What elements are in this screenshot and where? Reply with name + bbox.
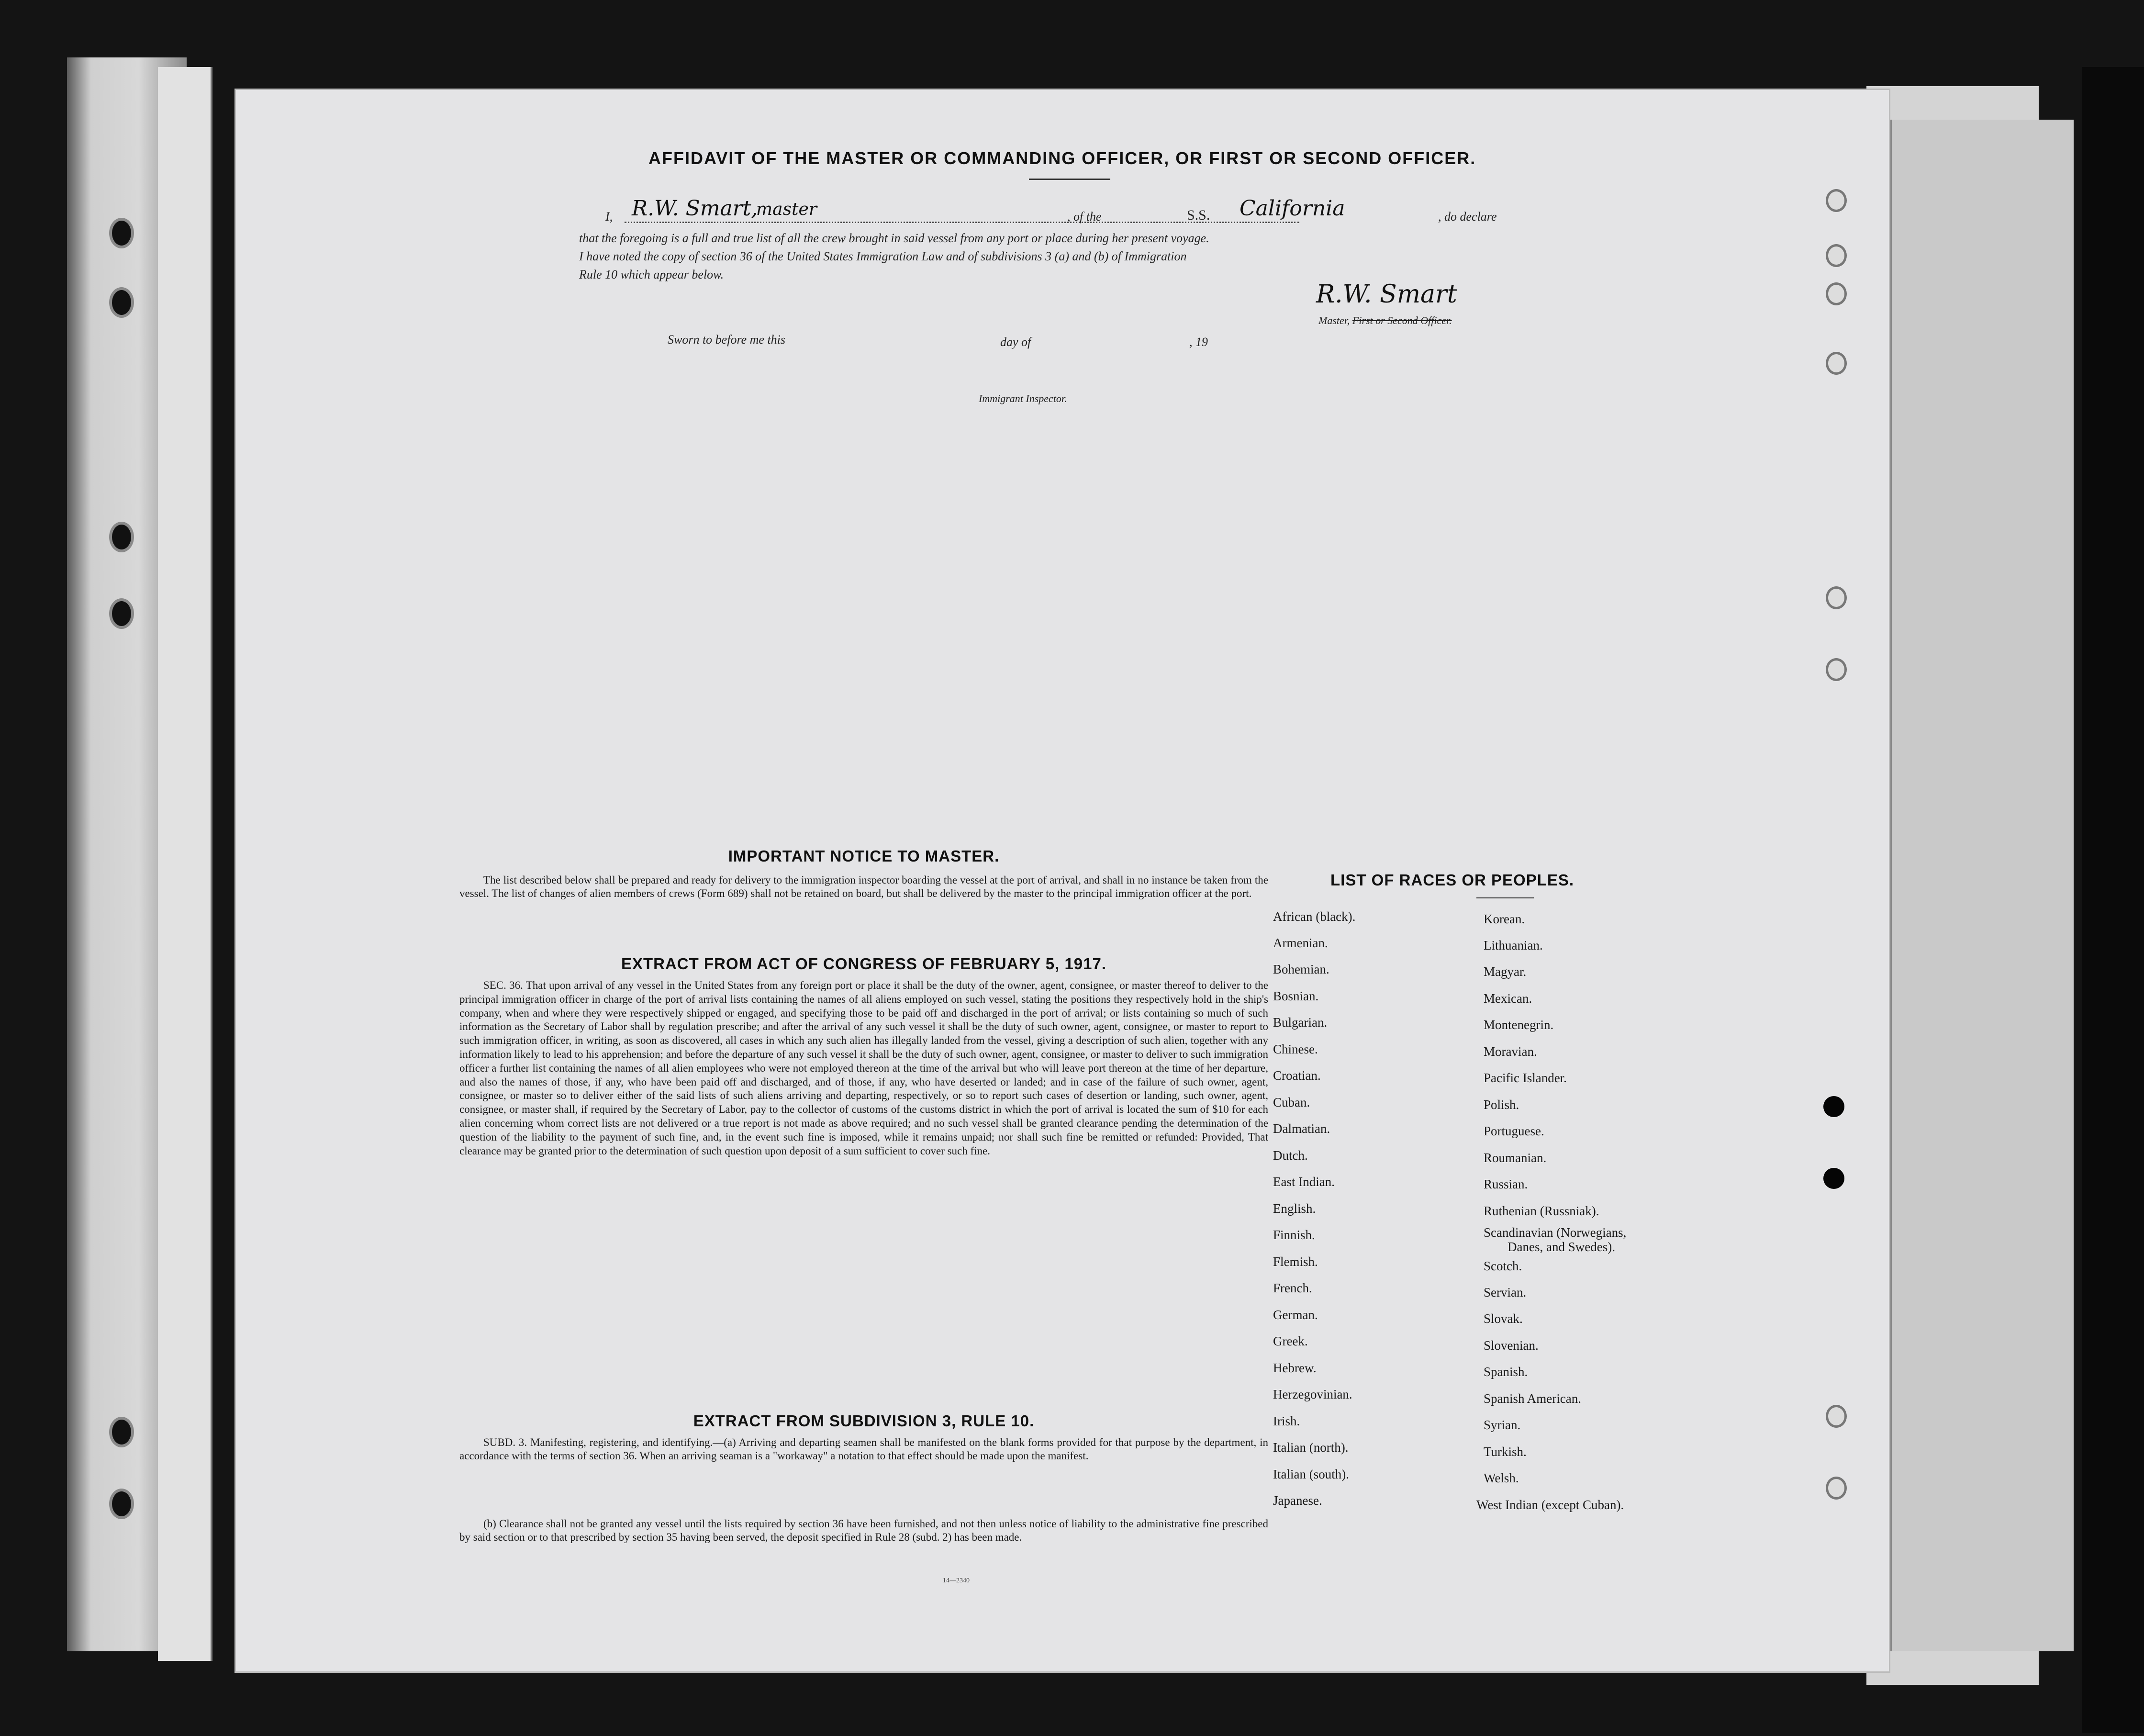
punch-hole <box>1826 658 1847 681</box>
punch-hole <box>1826 189 1847 212</box>
race-item: Bohemian. <box>1273 962 1329 976</box>
race-item: Dalmatian. <box>1273 1121 1330 1136</box>
race-item: Bulgarian. <box>1273 1015 1328 1030</box>
race-item: Greek. <box>1273 1334 1308 1348</box>
ledger-shadow <box>2082 67 2144 1733</box>
race-item: Roumanian. <box>1484 1151 1547 1165</box>
vessel-name-handwritten: California <box>1240 196 1345 221</box>
race-item: Russian. <box>1484 1177 1528 1191</box>
extract-rule-para-b: (b) Clearance shall not be granted any vessel until the lists required by section 36 have been furnished, and not then unless notice of liability to the administrative fine prescribed by said section or to that prescribed by section 35 having been served, the deposit specified in Rule 28 (subd. 2) has been made. <box>459 1518 1268 1543</box>
punch-hole-dark <box>1823 1168 1844 1189</box>
race-item: Montenegrin. <box>1484 1018 1554 1032</box>
race-item: Magyar. <box>1484 964 1527 979</box>
race-item: Turkish. <box>1484 1445 1527 1459</box>
affidavit-title: AFFIDAVIT OF THE MASTER OR COMMANDING OFFICER, OR FIRST OR SECOND OFFICER. <box>648 148 1476 168</box>
race-item: Servian. <box>1484 1285 1527 1299</box>
declaration-line-2: that the foregoing is a full and true list of all the crew brought in said vessel from any port or place during her present voyage. <box>579 231 1209 245</box>
binder-hole <box>109 218 134 248</box>
year-label: , 19 <box>1189 335 1208 349</box>
race-item: Korean. <box>1484 912 1525 926</box>
punch-hole <box>1826 352 1847 375</box>
affidavit-page <box>234 89 1890 1673</box>
race-item: Finnish. <box>1273 1228 1315 1242</box>
punch-hole <box>1826 1477 1847 1500</box>
race-item: Cuban. <box>1273 1095 1310 1109</box>
race-item: Slovak. <box>1484 1311 1523 1326</box>
do-declare-label: , do declare <box>1438 210 1497 224</box>
race-item: Welsh. <box>1484 1471 1519 1485</box>
notice-body: The list described below shall be prepared and ready for delivery to the immigration inspector boarding the vessel at the port of arrival, and shall in no instance be taken from the vessel. The list of changes of alien members of crews (Form 689) shall not be retained on board, but shall be delivered by the master to the principal immigration officer at the port. <box>459 874 1268 899</box>
race-item: African (black). <box>1273 909 1356 924</box>
race-item: Ruthenian (Russniak). <box>1484 1204 1599 1218</box>
races-title-rule <box>1476 897 1534 898</box>
extract-act-title: EXTRACT FROM ACT OF CONGRESS OF FEBRUARY 5, 1917. <box>621 955 1107 973</box>
race-item: Lithuanian. <box>1484 938 1543 952</box>
race-item: Italian (south). <box>1273 1467 1349 1481</box>
race-item: Italian (north). <box>1273 1440 1349 1455</box>
race-item: Herzegovinian. <box>1273 1387 1352 1401</box>
race-item: Moravian. <box>1484 1044 1537 1059</box>
declaration-line-3: I have noted the copy of section 36 of the United States Immigration Law and of subdivisions 3 (a) and (b) of Immigration <box>579 249 1187 263</box>
race-item: Irish. <box>1273 1414 1300 1428</box>
race-item: Scotch. <box>1484 1259 1522 1273</box>
race-item: Pacific Islander. <box>1484 1071 1567 1085</box>
race-item: Scandinavian (Norwegians, <box>1484 1225 1627 1240</box>
race-item: Syrian. <box>1484 1418 1521 1432</box>
race-item: Spanish American. <box>1484 1391 1581 1406</box>
race-item: East Indian. <box>1273 1175 1335 1189</box>
race-item: German. <box>1273 1308 1318 1322</box>
race-item: Japanese. <box>1273 1493 1322 1508</box>
punch-hole <box>1826 1405 1847 1428</box>
extract-rule-title: EXTRACT FROM SUBDIVISION 3, RULE 10. <box>693 1412 1035 1430</box>
race-item: Chinese. <box>1273 1042 1318 1056</box>
binder-hole <box>109 287 134 318</box>
race-item: Bosnian. <box>1273 989 1319 1003</box>
title-rule <box>1029 179 1110 180</box>
binder-hole <box>109 598 134 629</box>
declaration-line-4: Rule 10 which appear below. <box>579 268 724 281</box>
race-item: Slovenian. <box>1484 1338 1539 1353</box>
race-item: Hebrew. <box>1273 1361 1317 1375</box>
rank-handwritten: master <box>756 200 817 219</box>
ss-label: S.S. <box>1187 207 1210 223</box>
race-item: Spanish. <box>1484 1365 1528 1379</box>
race-item: Mexican. <box>1484 991 1532 1006</box>
of-the-label: , of the <box>1067 210 1102 224</box>
punch-hole <box>1826 244 1847 267</box>
race-item: Portuguese. <box>1484 1124 1544 1138</box>
race-item: West Indian (except Cuban). <box>1476 1498 1624 1512</box>
form-number: 14—2340 <box>943 1577 970 1584</box>
race-item: Croatian. <box>1273 1068 1321 1083</box>
binder-hole <box>109 1417 134 1447</box>
extract-rule-para-a: SUBD. 3. Manifesting, registering, and identifying.—(a) Arriving and departing seamen shall be manifested on the blank forms provided for that purpose by the department, in accordance with the terms of section 36. When an arriving seaman is a "workaway" a notation to that effect should be made upon the manifest. <box>459 1436 1268 1462</box>
immigrant-inspector-label: Immigrant Inspector. <box>979 392 1067 404</box>
binder-hole <box>109 1489 134 1519</box>
punch-hole <box>1826 586 1847 609</box>
ledger-page-edges <box>158 67 212 1661</box>
race-item: Danes, and Swedes). <box>1508 1240 1615 1254</box>
punch-hole <box>1826 282 1847 305</box>
races-title: LIST OF RACES OR PEOPLES. <box>1330 871 1574 889</box>
race-item: Dutch. <box>1273 1148 1308 1163</box>
underlying-page-2 <box>1890 120 2074 1651</box>
extract-act-body: SEC. 36. That upon arrival of any vessel in the United States from any foreign port or place it shall be the duty of the owner, agent, consignee, or master thereof to deliver to the principal immigration officer in charge of the port of arrival lists containing the names of all aliens employed on such vessel, stating the positions they respectively hold in the ship's company, when and where they were respectively shipped or engaged, and specifying those to be paid off and discharged in the port of arrival; or lists containing so much of such information as the Secretary of Labor shall by regulation prescribe; and after the arrival of any such vessel it shall be the duty of such owner, agent, consignee, or master to report to such immigration officer, in writing, as soon as discovered, all cases in which any such alien has illegally landed from the vessel, giving a description of such alien, together with any information likely to lead to his apprehension; and before the departure of any such vessel it shall be the duty of such owner, agent, consignee, or master to deliver to such immigration officer a further list containing the names of all alien employees who were not employed thereon at the time of the arrival but who will leave port thereon at the time of her departure, and also the names of those, if any, who have been paid off and discharged, and of those, if any, who have deserted or landed; and in case of the failure of such owner, agent, consignee, or master so to deliver either of the said lists of such aliens arriving and departing, respectively, or so to report such cases of desertion or landing, such owner, agent, consignee, or master shall, if required by the Secretary of Labor, pay to the collector of customs of the customs district in which the port of arrival is located the sum of $10 for each alien concerning whom correct lists are not delivered or a true report is not made as above required; and no such vessel shall be granted clearance pending the determination of the question of the liability to the payment of such fine, and, in the event such fine is imposed, while it remains unpaid; nor shall such fine be remitted or refunded: Provided, That clearance may be granted prior to the determination of such question upon deposit of a sum sufficient to cover such fine. <box>459 979 1268 1157</box>
punch-hole-dark <box>1823 1096 1844 1117</box>
signature-caption-struck: First or Second Officer. <box>1352 314 1452 326</box>
sworn-label: Sworn to before me this <box>668 333 786 347</box>
master-name-handwritten: R.W. Smart, <box>632 196 758 221</box>
notice-title: IMPORTANT NOTICE TO MASTER. <box>728 847 1000 865</box>
day-of-label: day of <box>1000 335 1031 349</box>
binder-hole <box>109 522 134 552</box>
race-item: Armenian. <box>1273 936 1328 950</box>
signature-caption-master: Master, <box>1318 314 1350 326</box>
declaration-prefix: I, <box>605 210 613 224</box>
race-item: English. <box>1273 1201 1316 1216</box>
race-item: French. <box>1273 1281 1312 1295</box>
race-item: Polish. <box>1484 1098 1519 1112</box>
signature-caption <box>1318 314 1452 327</box>
race-item: Flemish. <box>1273 1254 1318 1269</box>
master-signature: R.W. Smart <box>1316 280 1457 309</box>
